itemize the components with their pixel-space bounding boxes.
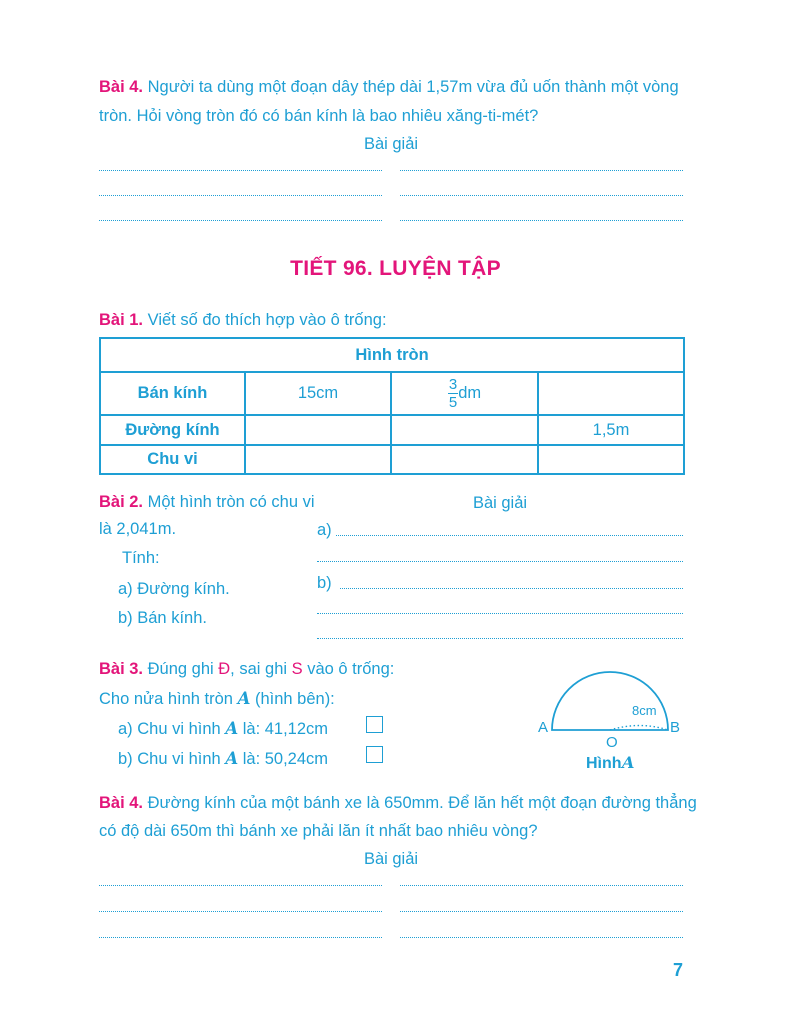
bai3-label: Bài 3. (99, 660, 144, 678)
bai3-d-letter: Đ (218, 660, 231, 678)
bai2-part-a: a) Đường kính. (118, 580, 230, 598)
row-label-diameter: Đường kính (100, 415, 245, 445)
bai3-text-a: Đúng ghi (143, 660, 219, 678)
answer-line[interactable] (340, 588, 683, 589)
bai4-label: Bài 4. (99, 794, 144, 812)
script-a-symbol: A (225, 749, 239, 768)
item-a-prefix: a) Chu vi hình (118, 720, 221, 738)
bai3-item-a (118, 719, 328, 739)
top-problem-line1 (99, 78, 679, 97)
bai2-text1: Một hình tròn có chu vi (143, 493, 315, 511)
page-number: 7 (673, 960, 684, 980)
cell-diameter-2[interactable] (391, 415, 538, 445)
cell-radius-2 (391, 372, 538, 415)
cell-diameter-3: 1,5m (538, 415, 684, 445)
answer-line[interactable] (336, 535, 683, 536)
bai3-s-letter: S (291, 660, 303, 678)
answer-line[interactable] (99, 195, 382, 196)
section-title: TIẾT 96. LUYỆN TẬP (290, 257, 501, 280)
radius-label: 8cm (632, 703, 657, 718)
top-problem-text1: Người ta dùng một đoạn dây thép dài 1,57m vừa đủ uốn thành một vòng (143, 78, 679, 96)
cell-circumference-2[interactable] (391, 445, 538, 474)
figure-caption: Hình (586, 755, 622, 772)
answer-line[interactable] (317, 638, 683, 639)
script-a-symbol: A (237, 689, 251, 708)
cell-radius-3[interactable] (538, 372, 684, 415)
cell-radius-1: 15cm (245, 372, 391, 415)
answer-line[interactable] (99, 937, 382, 938)
item-b-suffix: là: 50,24cm (242, 750, 329, 768)
top-problem-line2: tròn. Hỏi vòng tròn đó có bán kính là bao nhiêu xăng-ti-mét? (99, 107, 539, 125)
cell-diameter-1[interactable] (245, 415, 391, 445)
bai3-given-text: Cho nửa hình tròn (99, 690, 233, 708)
answer-line[interactable] (99, 170, 382, 171)
answer-checkbox-a[interactable] (366, 716, 383, 733)
semicircle-figure (530, 655, 690, 775)
bai2-line1 (99, 493, 315, 512)
top-solution-heading: Bài giải (363, 135, 419, 153)
bai2-line2: là 2,041m. (99, 520, 177, 538)
bai1-label: Bài 1. (99, 311, 144, 329)
bai4-line2: có độ dài 650m thì bánh xe phải lăn ít nhất bao nhiêu vòng? (99, 822, 538, 840)
semicircle-shape (552, 672, 668, 730)
item-b-prefix: b) Chu vi hình (118, 750, 221, 768)
answer-line[interactable] (317, 613, 683, 614)
answer-line[interactable] (400, 885, 683, 886)
answer-line[interactable] (99, 220, 382, 221)
bai2-answer-a: a) (317, 521, 332, 539)
bai3-prompt (99, 660, 394, 679)
circle-table (99, 337, 685, 475)
bai2-part-b: b) Bán kính. (118, 609, 207, 627)
bai3-text-b: , sai ghi (230, 660, 292, 678)
table-header: Hình tròn (100, 338, 684, 372)
bai4-line1 (99, 794, 697, 813)
item-a-suffix: là: 41,12cm (242, 720, 329, 738)
bai2-answer-b: b) (317, 574, 332, 592)
bai4-solution-heading: Bài giải (363, 850, 419, 868)
bai3-item-b (118, 749, 328, 769)
bai3-given (99, 689, 335, 709)
figure-caption-script-a: A (622, 753, 635, 772)
answer-line[interactable] (400, 911, 683, 912)
answer-line[interactable] (400, 937, 683, 938)
answer-line[interactable] (317, 561, 683, 562)
row-label-circumference: Chu vi (100, 445, 245, 474)
answer-line[interactable] (99, 885, 382, 886)
bai2-tinh: Tính: (122, 549, 160, 567)
bai2-solution-heading: Bài giải (472, 494, 528, 512)
answer-line[interactable] (400, 220, 683, 221)
answer-line[interactable] (400, 195, 683, 196)
fraction-unit: dm (458, 384, 482, 402)
label-a: A (538, 719, 549, 736)
bai2-label: Bài 2. (99, 493, 144, 511)
answer-checkbox-b[interactable] (366, 746, 383, 763)
cell-circumference-3[interactable] (538, 445, 684, 474)
bai4-text1: Đường kính của một bánh xe là 650mm. Để lăn hết một đoạn đường thẳng (143, 794, 697, 812)
fraction (448, 377, 458, 410)
bai3-given-tail: (hình bên): (254, 690, 335, 708)
script-a-symbol: A (225, 719, 239, 738)
bai3-text-c: vào ô trống: (302, 660, 395, 678)
cell-circumference-1[interactable] (245, 445, 391, 474)
row-label-radius: Bán kính (100, 372, 245, 415)
answer-line[interactable] (99, 911, 382, 912)
bai1-text: Viết số đo thích hợp vào ô trống: (143, 311, 387, 329)
bai1-prompt (99, 311, 387, 330)
answer-line[interactable] (400, 170, 683, 171)
top-problem-label: Bài 4. (99, 78, 144, 96)
label-o: O (606, 734, 618, 751)
fraction-numerator: 3 (448, 376, 458, 393)
fraction-denominator: 5 (448, 394, 458, 411)
label-b: B (670, 719, 681, 736)
